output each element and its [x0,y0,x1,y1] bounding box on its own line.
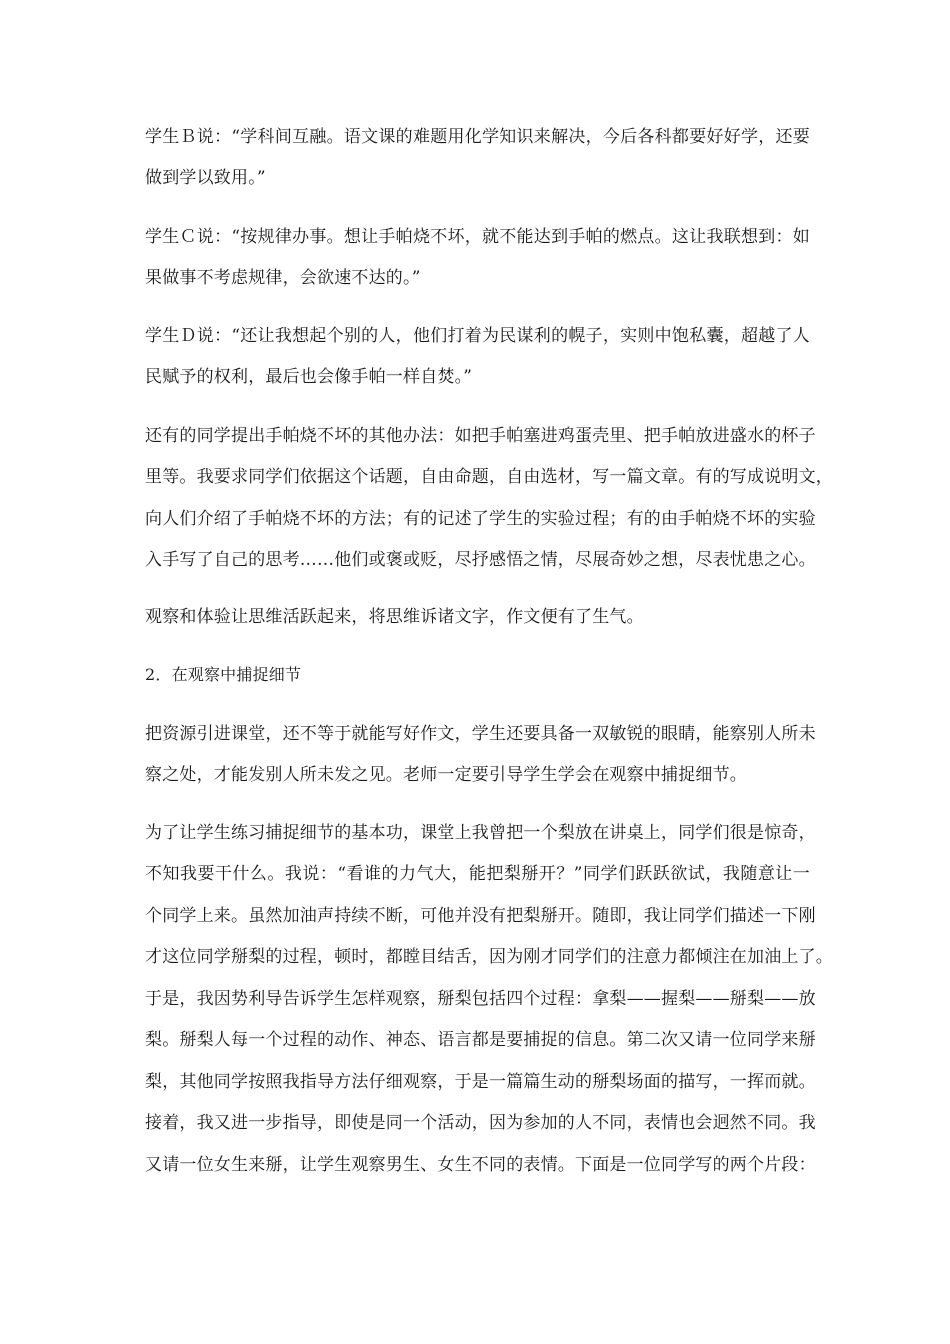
pear-exercise-line-5: 于是，我因势利导告诉学生怎样观察，掰梨包括四个过程：拿梨——握梨——掰梨——放 [145,989,816,1009]
student-b-line-1: 学生Ｂ说：“学科间互融。语文课的难题用化学知识来解决，今后各科都要好好学，还要 [145,127,810,147]
pear-exercise-line-3: 个同学上来。虽然加油声持续不断，可他并没有把梨掰开。随即，我让同学们描述一下刚 [145,906,816,926]
pear-exercise-line-9: 又请一位女生来掰，让学生观察男生、女生不同的表情。下面是一位同学写的两个片段： [145,1155,816,1175]
other-methods-line-2: 里等。我要求同学们依据这个话题，自由命题，自由选材，写一篇文章。有的写成说明文， [145,467,833,487]
other-methods-line-4: 入手写了自己的思考……他们或褒或贬，尽抒感悟之情，尽展奇妙之想，尽表忧患之心。 [145,550,816,570]
pear-exercise-line-8: 接着，我又进一步指导，即使是同一个活动，因为参加的人不同，表情也会迥然不同。我 [145,1113,816,1133]
pear-exercise-line-4: 才这位同学掰梨的过程，顿时，都瞠目结舌，因为刚才同学们的注意力都倾注在加油上了。 [145,947,833,967]
student-c-line-1: 学生Ｃ说：“按规律办事。想让手帕烧不坏，就不能达到手帕的燃点。这让我联想到：如 [145,227,810,247]
sharp-eyes-line-1: 把资源引进课堂，还不等于就能写好作文，学生还要具备一双敏锐的眼睛，能察别人所未 [145,724,816,744]
pear-exercise-line-6: 梨。掰梨人每一个过程的动作、神态、语言都是要捕捉的信息。第二次又请一位同学来掰 [145,1030,816,1050]
pear-exercise-line-7: 梨，其他同学按照我指导方法仔细观察，于是一篇篇生动的掰梨场面的描写，一挥而就。 [145,1072,816,1092]
pear-exercise-line-1: 为了让学生练习捕捉细节的基本功，课堂上我曾把一个梨放在讲桌上，同学们很是惊奇， [145,823,816,843]
pear-exercise-line-2: 不知我要干什么。我说：“看谁的力气大，能把梨掰开？”同学们跃跃欲试，我随意让一 [145,864,810,884]
student-c-line-2: 果做事不考虑规律，会欲速不达的。” [145,268,421,288]
student-d-line-2: 民赋予的权利，最后也会像手帕一样自焚。” [145,367,473,387]
observation-summary-line: 观察和体验让思维活跃起来，将思维诉诸文字，作文便有了生气。 [145,607,644,627]
student-d-line-1: 学生Ｄ说：“还让我想起个别的人，他们打着为民谋利的幌子，实则中饱私囊，超越了人 [145,326,810,346]
other-methods-line-3: 向人们介绍了手帕烧不坏的方法；有的记述了学生的实验过程；有的由手帕烧不坏的实验 [145,509,816,529]
section-heading: 2．在观察中捕捉细节 [145,665,302,684]
other-methods-line-1: 还有的同学提出手帕烧不坏的其他办法：如把手帕塞进鸡蛋壳里、把手帕放进盛水的杯子 [145,426,816,446]
student-b-line-2: 做到学以致用。” [145,168,266,188]
sharp-eyes-line-2: 察之处，才能发别人所未发之见。老师一定要引导学生学会在观察中捕捉细节。 [145,765,747,785]
